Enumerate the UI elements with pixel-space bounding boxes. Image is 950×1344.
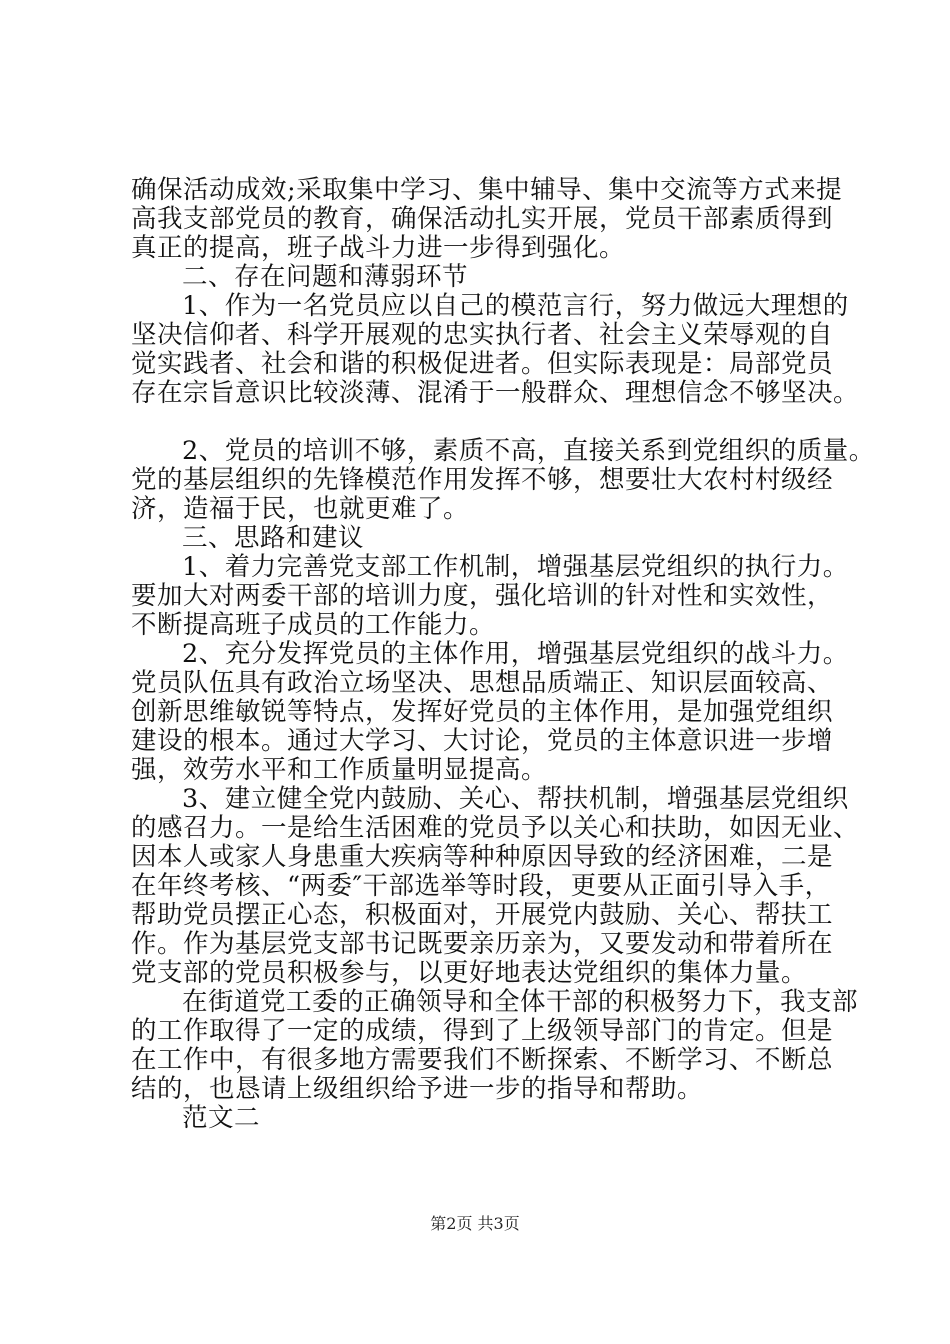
text-line: 在街道党工委的正确领导和全体干部的积极努力下，我支部 [182, 987, 859, 1017]
text-line: 在工作中，有很多地方需要我们不断探索、不断学习、不断总 [131, 1045, 834, 1075]
text-line: 二、存在问题和薄弱环节 [182, 262, 469, 292]
text-line: 3、建立健全党内鼓励、关心、帮扶机制，增强基层党组织 [182, 784, 849, 814]
text-line: 党的基层组织的先锋模范作用发挥不够，想要壮大农村村级经 [131, 465, 834, 495]
text-line: 要加大对两委干部的培训力度，强化培训的针对性和实效性， [131, 581, 834, 611]
text-line: 2、充分发挥党员的主体作用，增强基层党组织的战斗力。 [182, 639, 849, 669]
page-footer: 第2页 共3页 [430, 1214, 520, 1233]
text-line: 帮助党员摆正心态，积极面对，开展党内鼓励、关心、帮扶工 [131, 900, 834, 930]
text-line: 建设的根本。通过大学习、大讨论，党员的主体意识进一步增 [131, 726, 834, 756]
text-line: 三、思路和建议 [182, 523, 365, 553]
text-line: 的工作取得了一定的成绩，得到了上级领导部门的肯定。但是 [131, 1016, 834, 1046]
text-line: 作。作为基层党支部书记既要亲历亲为，又要发动和带着所在 [131, 929, 834, 959]
text-line: 2、党员的培训不够，素质不高，直接关系到党组织的质量。 [182, 436, 875, 466]
text-line: 创新思维敏锐等特点，发挥好党员的主体作用，是加强党组织 [131, 697, 834, 727]
text-line: 不断提高班子成员的工作能力。 [131, 610, 496, 640]
text-line: 党员队伍具有政治立场坚决、思想品质端正、知识层面较高、 [131, 668, 834, 698]
text-line: 1、作为一名党员应以自己的模范言行，努力做远大理想的 [182, 291, 849, 321]
text-line: 高我支部党员的教育，确保活动扎实开展，党员干部素质得到 [131, 204, 834, 234]
document-body [131, 175, 875, 1133]
text-line: 在年终考核、“两委″干部选举等时段，更要从正面引导入手， [131, 871, 831, 901]
text-line: 1、着力完善党支部工作机制，增强基层党组织的执行力。 [182, 552, 849, 582]
text-line: 的感召力。一是给生活困难的党员予以关心和扶助，如因无业、 [131, 813, 860, 843]
text-line: 坚决信仰者、科学开展观的忠实执行者、社会主义荣辱观的自 [131, 320, 834, 350]
text-line: 因本人或家人身患重大疾病等种种原因导致的经济困难，二是 [131, 842, 834, 872]
blank-line [131, 408, 851, 437]
text-line: 强，效劳水平和工作质量明显提高。 [131, 755, 548, 785]
text-line: 觉实践者、社会和谐的积极促进者。但实际表现是：局部党员 [131, 349, 834, 379]
text-line: 存在宗旨意识比较淡薄、混淆于一般群众、理想信念不够坚决。 [131, 378, 860, 408]
text-line: 范文二 [182, 1103, 261, 1133]
text-line: 济，造福于民，也就更难了。 [131, 494, 470, 524]
text-line: 确保活动成效;采取集中学习、集中辅导、集中交流等方式来提 [131, 175, 843, 205]
text-line: 真正的提高，班子战斗力进一步得到强化。 [131, 233, 626, 263]
text-line: 党支部的党员积极参与，以更好地表达党组织的集体力量。 [131, 958, 808, 988]
text-line: 结的，也恳请上级组织给予进一步的指导和帮助。 [131, 1074, 704, 1104]
